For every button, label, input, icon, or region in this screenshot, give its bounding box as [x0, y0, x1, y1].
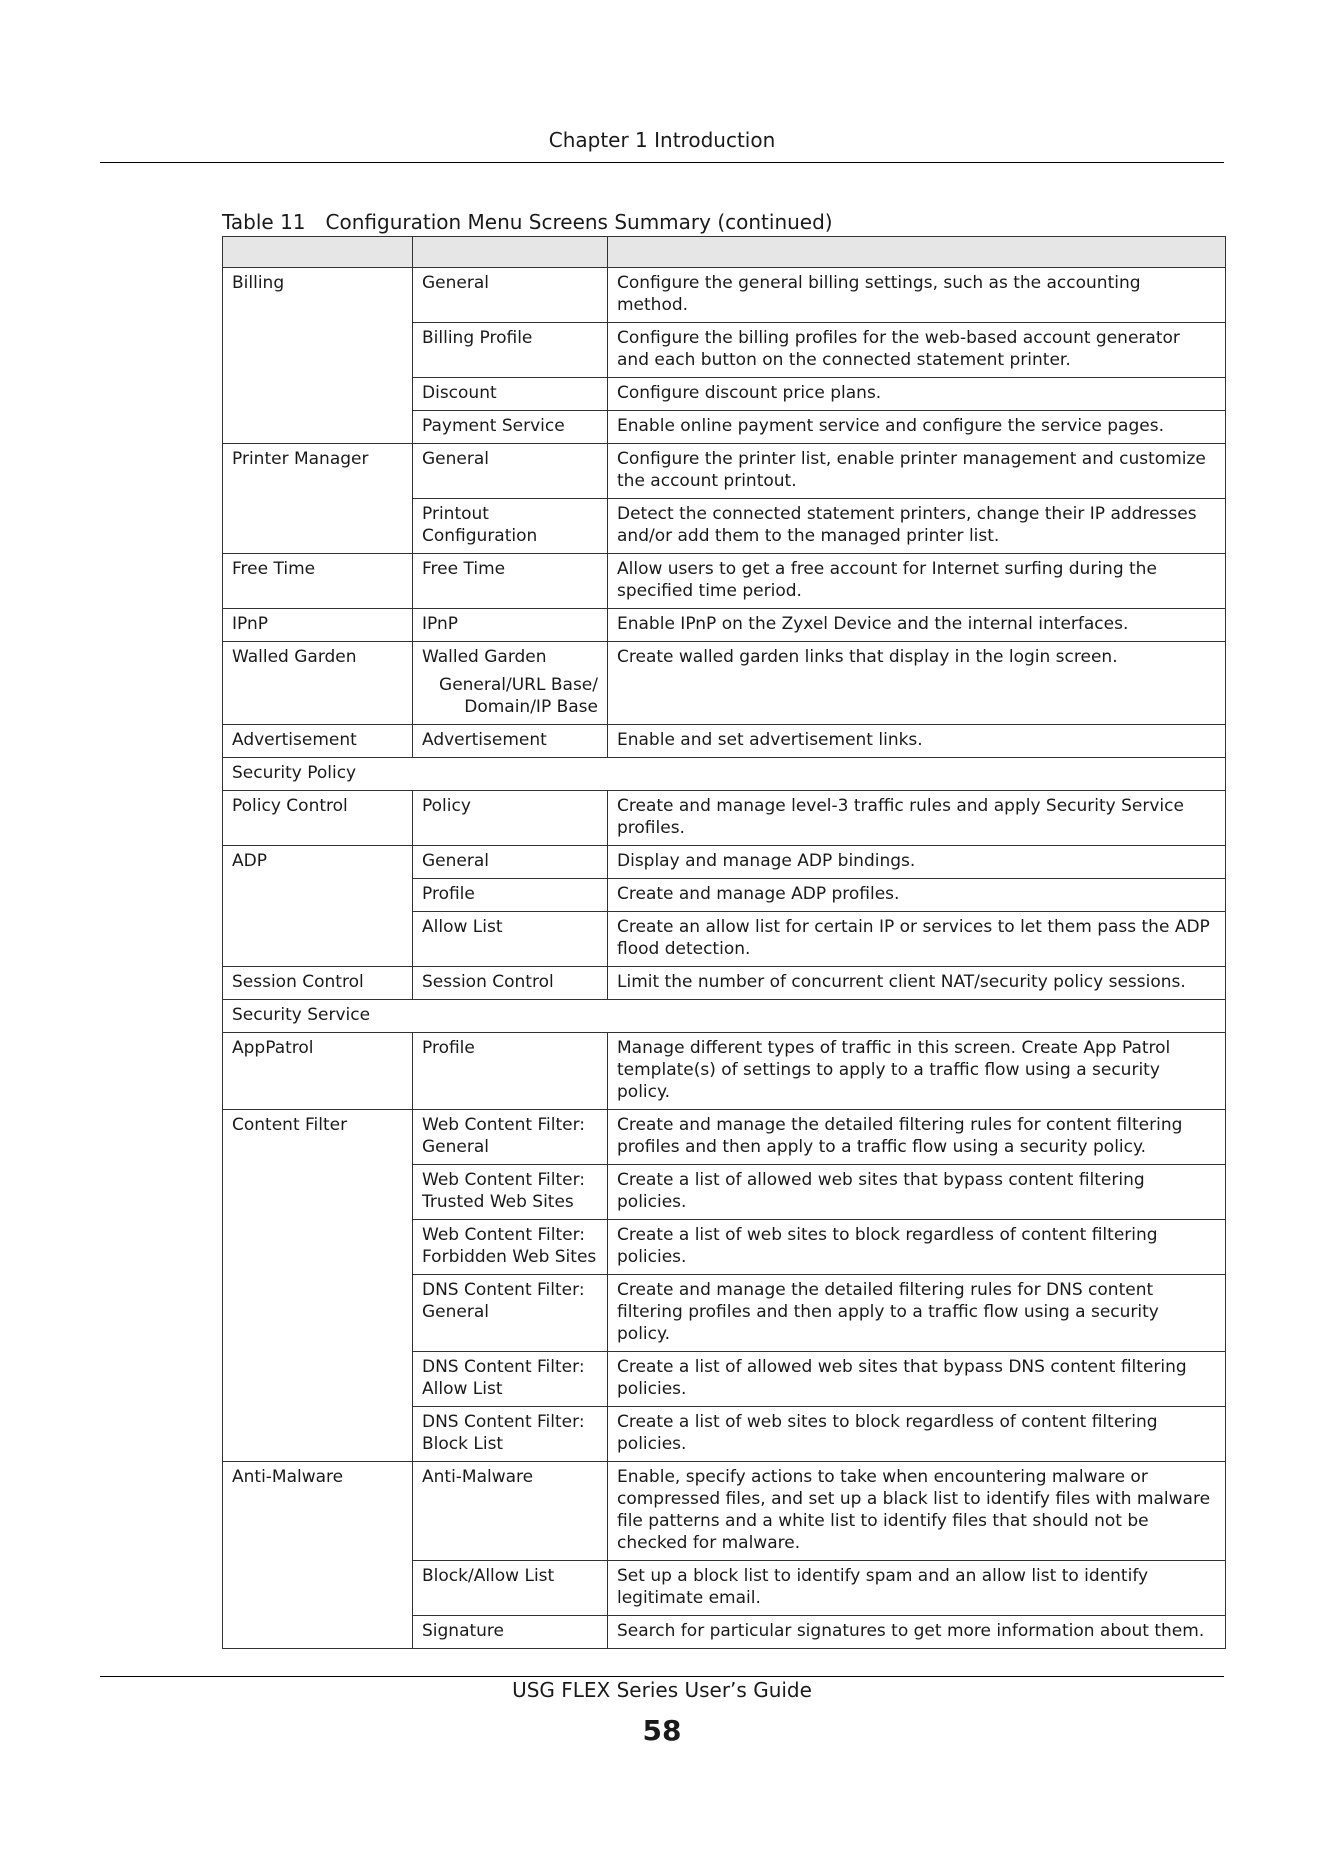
screen-cell: Printout Configuration — [413, 499, 608, 554]
chapter-header: Chapter 1 Introduction — [548, 128, 776, 152]
description-cell: Enable, specify actions to take when encountering malware or compressed files, and set up a black list to identify files with malware file patterns and a white list to identify files that should not be checked for malware. — [608, 1462, 1226, 1561]
screen-cell: General — [413, 444, 608, 499]
description-cell: Detect the connected statement printers, change their IP addresses and/or add them to the managed printer list. — [608, 499, 1226, 554]
screen-cell — [413, 642, 608, 725]
screen-cell: Allow List — [413, 912, 608, 967]
menu-item-cell: Printer Manager — [223, 444, 413, 554]
description-cell: Set up a block list to identify spam and an allow list to identify legitimate email. — [608, 1561, 1226, 1616]
description-cell: Configure the billing profiles for the web-based account generator and each button on the connected statement printer. — [608, 323, 1226, 378]
table-row — [223, 1033, 1226, 1110]
menu-item-cell: ADP — [223, 846, 413, 967]
table-row — [223, 444, 1226, 499]
table-row — [223, 725, 1226, 758]
description-cell: Display and manage ADP bindings. — [608, 846, 1226, 879]
description-cell: Create and manage the detailed filtering rules for DNS content filtering profiles and then apply to a traffic flow using a security policy. — [608, 1275, 1226, 1352]
table-row — [223, 791, 1226, 846]
menu-item-cell: Policy Control — [223, 791, 413, 846]
menu-item-cell: AppPatrol — [223, 1033, 413, 1110]
header-divider — [100, 162, 1224, 163]
section-row — [223, 758, 1226, 791]
description-cell: Configure discount price plans. — [608, 378, 1226, 411]
description-cell: Enable online payment service and configure the service pages. — [608, 411, 1226, 444]
table-row — [223, 846, 1226, 879]
description-cell: Create an allow list for certain IP or services to let them pass the ADP flood detection. — [608, 912, 1226, 967]
table-row — [223, 609, 1226, 642]
footer-divider — [100, 1676, 1224, 1677]
description-cell: Allow users to get a free account for Internet surfing during the specified time period. — [608, 554, 1226, 609]
menu-item-cell: Walled Garden — [223, 642, 413, 725]
description-cell: Create and manage the detailed filtering rules for content filtering profiles and then apply to a traffic flow using a security policy. — [608, 1110, 1226, 1165]
screen-cell: Signature — [413, 1616, 608, 1649]
screen-cell: DNS Content Filter: General — [413, 1275, 608, 1352]
description-cell: Manage different types of traffic in this screen. Create App Patrol template(s) of settings to apply to a traffic flow using a security policy. — [608, 1033, 1226, 1110]
screen-cell: DNS Content Filter: Allow List — [413, 1352, 608, 1407]
description-cell: Create walled garden links that display in the login screen. — [608, 642, 1226, 725]
header-cell — [223, 237, 413, 268]
screen-cell: Session Control — [413, 967, 608, 1000]
screen-cell: Discount — [413, 378, 608, 411]
description-cell: Create and manage level-3 traffic rules and apply Security Service profiles. — [608, 791, 1226, 846]
screen-cell: Profile — [413, 1033, 608, 1110]
description-cell: Create and manage ADP profiles. — [608, 879, 1226, 912]
description-cell: Create a list of web sites to block regardless of content filtering policies. — [608, 1220, 1226, 1275]
screen-cell: Web Content Filter: Trusted Web Sites — [413, 1165, 608, 1220]
section-heading: Security Policy — [223, 758, 1226, 791]
screen-cell: Anti-Malware — [413, 1462, 608, 1561]
table-row — [223, 642, 1226, 725]
screen-cell: Free Time — [413, 554, 608, 609]
page-number: 58 — [642, 1714, 682, 1747]
screen-cell: IPnP — [413, 609, 608, 642]
screen-cell: DNS Content Filter: Block List — [413, 1407, 608, 1462]
description-cell: Create a list of allowed web sites that bypass content filtering policies. — [608, 1165, 1226, 1220]
header-cell — [608, 237, 1226, 268]
screen-cell: Profile — [413, 879, 608, 912]
description-cell: Configure the printer list, enable printer management and customize the account printout. — [608, 444, 1226, 499]
screen-cell: Payment Service — [413, 411, 608, 444]
menu-item-cell: Session Control — [223, 967, 413, 1000]
table-number: Table 11 — [222, 210, 306, 234]
screen-cell: General — [413, 268, 608, 323]
section-heading: Security Service — [223, 1000, 1226, 1033]
table-row — [223, 967, 1226, 1000]
screen-cell: Web Content Filter: Forbidden Web Sites — [413, 1220, 608, 1275]
description-cell: Create a list of web sites to block regardless of content filtering policies. — [608, 1407, 1226, 1462]
table-caption — [222, 210, 833, 234]
table-title: Configuration Menu Screens Summary (continued) — [325, 210, 833, 234]
table-row — [223, 1462, 1226, 1561]
screen-cell: General — [413, 846, 608, 879]
header-cell — [413, 237, 608, 268]
summary-table — [222, 236, 1226, 1649]
table-header-row — [223, 237, 1226, 268]
screen-cell: Advertisement — [413, 725, 608, 758]
description-cell: Enable and set advertisement links. — [608, 725, 1226, 758]
guide-title: USG FLEX Series User’s Guide — [512, 1678, 812, 1702]
section-row — [223, 1000, 1226, 1033]
description-cell: Configure the general billing settings, such as the accounting method. — [608, 268, 1226, 323]
screen-sub-label: General/URL Base/ Domain/IP Base — [439, 675, 598, 717]
menu-item-cell: Anti-Malware — [223, 1462, 413, 1649]
menu-item-cell: Free Time — [223, 554, 413, 609]
description-cell: Create a list of allowed web sites that bypass DNS content filtering policies. — [608, 1352, 1226, 1407]
screen-cell: Block/Allow List — [413, 1561, 608, 1616]
screen-cell: Billing Profile — [413, 323, 608, 378]
table-row — [223, 554, 1226, 609]
description-cell: Search for particular signatures to get more information about them. — [608, 1616, 1226, 1649]
screen-label: Walled Garden — [422, 647, 547, 667]
table-row — [223, 1110, 1226, 1165]
description-cell: Limit the number of concurrent client NAT/security policy sessions. — [608, 967, 1226, 1000]
menu-item-cell: Advertisement — [223, 725, 413, 758]
screen-cell: Web Content Filter: General — [413, 1110, 608, 1165]
menu-item-cell: Content Filter — [223, 1110, 413, 1462]
menu-item-cell: IPnP — [223, 609, 413, 642]
table-row — [223, 268, 1226, 323]
screen-cell: Policy — [413, 791, 608, 846]
menu-item-cell: Billing — [223, 268, 413, 444]
description-cell: Enable IPnP on the Zyxel Device and the internal interfaces. — [608, 609, 1226, 642]
